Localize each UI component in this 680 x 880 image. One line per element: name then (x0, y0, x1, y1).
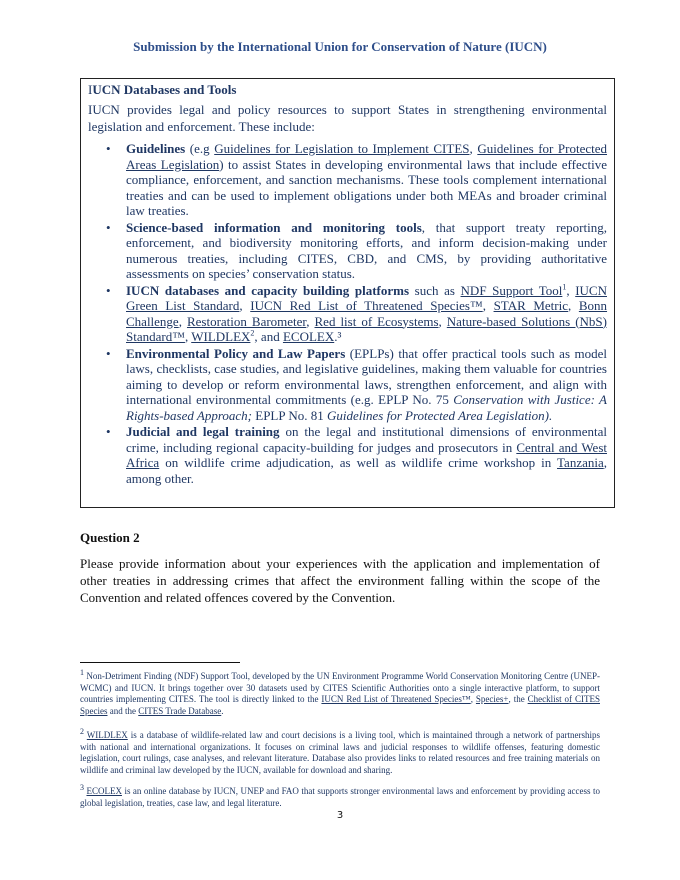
iucn-tools-box (80, 78, 615, 508)
link-bonn-challenge[interactable]: Bonn Challenge (126, 298, 608, 329)
separator: , the (508, 694, 528, 705)
separator: , (566, 282, 576, 298)
link-protected-areas-guidelines[interactable]: Guidelines for Protected Areas Legislation (126, 141, 608, 172)
footnote-number: 3 (80, 783, 84, 792)
item-text: (e.g (185, 141, 215, 156)
separator: , (470, 694, 476, 705)
separator: , (482, 298, 494, 313)
link-wildlex[interactable]: WILDLEX (191, 329, 251, 344)
page-number: 3 (336, 810, 344, 821)
separator: , and (254, 329, 283, 344)
box-title (88, 81, 607, 98)
link-ecolex[interactable]: ECOLEX (282, 329, 335, 344)
link-red-list[interactable]: IUCN Red List of Threatened Species™ (250, 298, 483, 313)
separator: , (568, 298, 579, 313)
tools-list (88, 141, 607, 486)
link-red-list-ecosystems[interactable]: Red list of Ecosystems (314, 313, 439, 329)
footnote-divider (80, 662, 240, 663)
separator: , (239, 298, 251, 313)
link-restoration-barometer[interactable]: Restoration Barometer (186, 313, 307, 329)
link-cites-trade-database[interactable]: CITES Trade Database (138, 705, 222, 716)
separator: and the (107, 705, 139, 716)
item-italic-title: Guidelines for Protected Area Legislation). (327, 407, 553, 423)
link-wildlex[interactable]: WILDLEX (86, 730, 128, 740)
separator: , (178, 313, 187, 329)
link-green-list[interactable]: IUCN Green List Standard (126, 282, 607, 313)
list-item-judicial-training (126, 424, 607, 486)
footnote-end: . (221, 705, 224, 716)
item-text: (EPLPs) that offer practical tools such as model laws, checklists, case studies, and legislative guidelines, making them valuable for countries aiming to develop or reform environmental laws, strengthen enforcement, and align with international environmental commitments (e.g. EPLP No. 75 (126, 345, 607, 407)
footnote-ref-1[interactable]: 1 (562, 282, 567, 292)
item-text: , among other. (126, 455, 607, 486)
box-title-text: UCN Databases and Tools (92, 82, 237, 97)
link-species-plus[interactable]: Species+ (475, 694, 509, 705)
list-item-eplp (126, 346, 607, 424)
separator: , (184, 329, 192, 344)
item-italic-title: Conservation with Justice: A Rights-based Approach; (126, 392, 608, 423)
footnote-ref-2[interactable]: 2 (250, 328, 255, 338)
footnote-number: 2 (80, 727, 84, 736)
item-text: EPLP No. 81 (252, 407, 328, 423)
footnote-text: Non-Detriment Finding (NDF) Support Tool, developed by the UN Environment Programme World Conservation Monitoring Centre (UNEP-WCMC) and IUCN. It brings together over 30 datasets used by CITES Scientific Authorities onto a single interactive platform, to support countries implementing CITES. The tool is directly linked to the (80, 671, 600, 705)
item-heading: IUCN databases and capacity building platforms (126, 282, 410, 298)
link-star-metric[interactable]: STAR Metric (493, 298, 569, 313)
link-central-west-africa[interactable]: Central and West Africa (126, 439, 607, 470)
box-title-initial: I (88, 82, 93, 97)
link-ndf-support-tool[interactable]: NDF Support Tool (460, 282, 563, 298)
footnote-text: is an online database by IUCN, UNEP and FAO that supports stronger environmental laws and enforcement by providing access to global legislation, treaties, case law, and legal literature. (80, 786, 600, 808)
item-text: on the legal and institutional dimensions of environmental crime, including regional capacity-building for judges and prosecutors in (126, 424, 607, 455)
item-text: , (469, 141, 478, 156)
link-nbs-standard[interactable]: Nature-based Solutions (NbS) Standard™ (126, 313, 607, 344)
link-ecolex[interactable]: ECOLEX (86, 786, 122, 796)
box-intro: IUCN provides legal and policy resources to support States in strengthening environmental legislation and enforcement. These include: (88, 102, 607, 134)
item-text: , that support treaty reporting, enforcement, and biodiversity monitoring efforts, and inform decision-making under numerous treaties, including CITES, CBD, and CMS, by providing authoritative assessments on species’ conservation status. (126, 219, 607, 281)
item-text-end: .³ (334, 329, 342, 344)
question-body: Please provide information about your experiences with the application and implementation of other treaties in addressing crimes that affect the environment falling within the scope of the Convention and related offences covered by the Convention. (80, 556, 600, 605)
list-item-databases (126, 283, 607, 345)
link-red-list[interactable]: IUCN Red List of Threatened Species™ (321, 694, 471, 705)
separator: , (306, 313, 315, 329)
item-heading: Environmental Policy and Law Papers (126, 345, 346, 361)
link-tanzania[interactable]: Tanzania (557, 455, 604, 470)
footnote-1 (80, 668, 600, 717)
item-text: such as (409, 282, 461, 298)
list-item-science-tools (126, 220, 607, 282)
item-heading: Judicial and legal training (126, 424, 280, 439)
separator: , (438, 313, 447, 329)
document-header: Submission by the International Union for Conservation of Nature (IUCN) (133, 39, 547, 54)
item-text: ) to assist States in developing environmental laws that include effective compliance, enforcement, and sanction mechanisms. These tools complement international treaties and can be used to implement obligations under both MEAs and broader criminal law treaties. (126, 156, 607, 218)
link-cites-guidelines[interactable]: Guidelines for Legislation to Implement CITES (214, 141, 470, 156)
item-text: on wildlife crime adjudication, as well as wildlife crime workshop in (159, 455, 558, 470)
list-item-guidelines (126, 141, 607, 219)
link-cites-checklist[interactable]: Checklist of CITES Species (80, 694, 600, 716)
footnote-3 (80, 783, 600, 809)
footnote-number: 1 (80, 668, 84, 677)
footnote-2 (80, 727, 600, 776)
question-title: Question 2 (80, 530, 140, 545)
item-heading: Guidelines (126, 141, 186, 156)
item-heading: Science-based information and monitoring tools (126, 219, 422, 235)
footnote-text: is a database of wildlife-related law and court decisions is a living tool, which is maintained through a network of partnerships with national and international organizations. It focuses on criminal laws and judicial responses to wildlife offenses, featuring domestic legislation, court rulings, case analyses, and relevant literature. Database also provides links to related resources and free training materials on wildlife and criminal law developed by the IUCN, available for download and sharing. (80, 730, 600, 775)
